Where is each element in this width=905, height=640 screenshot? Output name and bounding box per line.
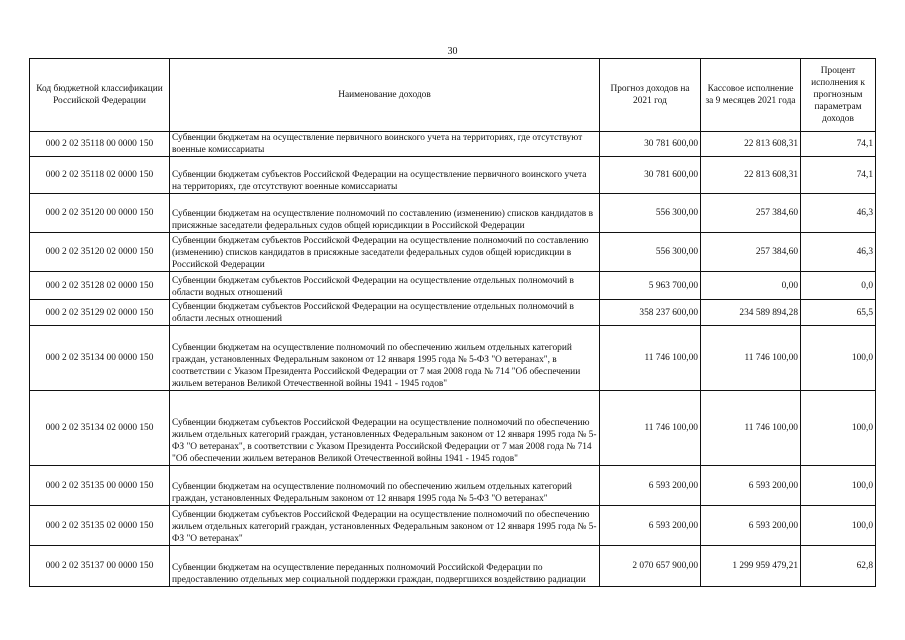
- row-name: Субвенции бюджетам субъектов Российской Федерации на осуществление полномочий по обеспечению жильем отдельных категорий граждан, установленных Федеральным законом от 12 января 1995 года № 5-ФЗ "О ветеранах": [170, 506, 600, 546]
- row-percent: 0,0: [801, 272, 876, 300]
- row-cash: 257 384,60: [701, 233, 801, 272]
- table-row: [30, 194, 876, 233]
- row-cash: 22 813 608,31: [701, 157, 801, 194]
- row-percent: 100,0: [801, 506, 876, 546]
- table-row: [30, 506, 876, 546]
- table-row: [30, 466, 876, 506]
- row-percent: 65,5: [801, 300, 876, 326]
- row-percent: 74,1: [801, 157, 876, 194]
- row-name: Субвенции бюджетам на осуществление переданных полномочий Российской Федерации по предоставлению отдельных мер социальной поддержки граждан, подвергшихся воздействию радиации: [170, 546, 600, 587]
- table-row: [30, 157, 876, 194]
- row-percent: 100,0: [801, 326, 876, 391]
- row-code: 000 2 02 35134 02 0000 150: [30, 391, 170, 466]
- table-row: [30, 546, 876, 587]
- row-cash: 257 384,60: [701, 194, 801, 233]
- row-forecast: 556 300,00: [600, 194, 701, 233]
- row-forecast: 6 593 200,00: [600, 506, 701, 546]
- row-code: 000 2 02 35129 02 0000 150: [30, 300, 170, 326]
- row-forecast: 11 746 100,00: [600, 326, 701, 391]
- row-cash: 1 299 959 479,21: [701, 546, 801, 587]
- row-forecast: 556 300,00: [600, 233, 701, 272]
- row-forecast: 30 781 600,00: [600, 132, 701, 157]
- row-cash: 11 746 100,00: [701, 391, 801, 466]
- row-forecast: 358 237 600,00: [600, 300, 701, 326]
- row-code: 000 2 02 35134 00 0000 150: [30, 326, 170, 391]
- row-cash: 0,00: [701, 272, 801, 300]
- row-cash: 6 593 200,00: [701, 466, 801, 506]
- row-code: 000 2 02 35137 00 0000 150: [30, 546, 170, 587]
- header-percent: Процент исполнения к прогнозным параметрам доходов: [801, 59, 876, 132]
- row-code: 000 2 02 35135 00 0000 150: [30, 466, 170, 506]
- row-cash: 22 813 608,31: [701, 132, 801, 157]
- table-row: [30, 272, 876, 300]
- row-name: Субвенции бюджетам субъектов Российской Федерации на осуществление отдельных полномочий в области лесных отношений: [170, 300, 600, 326]
- row-name: Субвенции бюджетам субъектов Российской Федерации на осуществление полномочий по составлению (изменению) списков кандидатов в присяжные заседатели федеральных судов общей юрисдикции в Российской Федерации: [170, 233, 600, 272]
- page-number: 30: [447, 46, 458, 57]
- row-percent: 74,1: [801, 132, 876, 157]
- table-row: [30, 391, 876, 466]
- row-code: 000 2 02 35120 02 0000 150: [30, 233, 170, 272]
- table-header-row: [30, 59, 876, 132]
- row-name: Субвенции бюджетам субъектов Российской Федерации на осуществление отдельных полномочий в области водных отношений: [170, 272, 600, 300]
- row-name: Субвенции бюджетам на осуществление полномочий по составлению (изменению) списков кандидатов в присяжные заседатели федеральных судов общей юрисдикции в Российской Федерации: [170, 194, 600, 233]
- row-percent: 62,8: [801, 546, 876, 587]
- row-name: Субвенции бюджетам субъектов Российской Федерации на осуществление полномочий по обеспечению жильем отдельных категорий граждан, установленных Федеральным законом от 12 января 1995 года № 5-ФЗ "О ветеранах", в соответствии с Указом Президента Российской Федерации от 7 мая 2008 года № 714 "Об обеспечении жильем ветеранов Великой Отечественной войны 1941 - 1945 годов": [170, 391, 600, 466]
- row-cash: 11 746 100,00: [701, 326, 801, 391]
- row-forecast: 30 781 600,00: [600, 157, 701, 194]
- row-code: 000 2 02 35118 00 0000 150: [30, 132, 170, 157]
- row-percent: 46,3: [801, 194, 876, 233]
- row-forecast: 2 070 657 900,00: [600, 546, 701, 587]
- header-cash-execution: Кассовое исполнение за 9 месяцев 2021 года: [701, 59, 801, 132]
- row-percent: 100,0: [801, 466, 876, 506]
- header-name: Наименование доходов: [170, 59, 600, 132]
- row-code: 000 2 02 35120 00 0000 150: [30, 194, 170, 233]
- table-row: [30, 300, 876, 326]
- row-code: 000 2 02 35135 02 0000 150: [30, 506, 170, 546]
- row-name: Субвенции бюджетам на осуществление полномочий по обеспечению жильем отдельных категорий граждан, установленных Федеральным законом от 12 января 1995 года № 5-ФЗ "О ветеранах": [170, 466, 600, 506]
- row-forecast: 6 593 200,00: [600, 466, 701, 506]
- header-code: Код бюджетной классификации Российской Федерации: [30, 59, 170, 132]
- row-forecast: 11 746 100,00: [600, 391, 701, 466]
- table-row: [30, 233, 876, 272]
- row-name: Субвенции бюджетам субъектов Российской Федерации на осуществление первичного воинского учета на территориях, где отсутствуют военные комиссариаты: [170, 157, 600, 194]
- row-code: 000 2 02 35128 02 0000 150: [30, 272, 170, 300]
- row-percent: 46,3: [801, 233, 876, 272]
- row-percent: 100,0: [801, 391, 876, 466]
- header-forecast: Прогноз доходов на 2021 год: [600, 59, 701, 132]
- row-cash: 234 589 894,28: [701, 300, 801, 326]
- table-row: [30, 132, 876, 157]
- row-name: Субвенции бюджетам на осуществление полномочий по обеспечению жильем отдельных категорий граждан, установленных Федеральным законом от 12 января 1995 года № 5-ФЗ "О ветеранах", в соответствии с Указом Президента Российской Федерации от 7 мая 2008 года № 714 "Об обеспечении жильем ветеранов Великой Отечественной войны 1941 - 1945 годов": [170, 326, 600, 391]
- row-cash: 6 593 200,00: [701, 506, 801, 546]
- row-name: Субвенции бюджетам на осуществление первичного воинского учета на территориях, где отсутствуют военные комиссариаты: [170, 132, 600, 157]
- row-code: 000 2 02 35118 02 0000 150: [30, 157, 170, 194]
- income-table: [29, 58, 876, 587]
- table-row: [30, 326, 876, 391]
- row-forecast: 5 963 700,00: [600, 272, 701, 300]
